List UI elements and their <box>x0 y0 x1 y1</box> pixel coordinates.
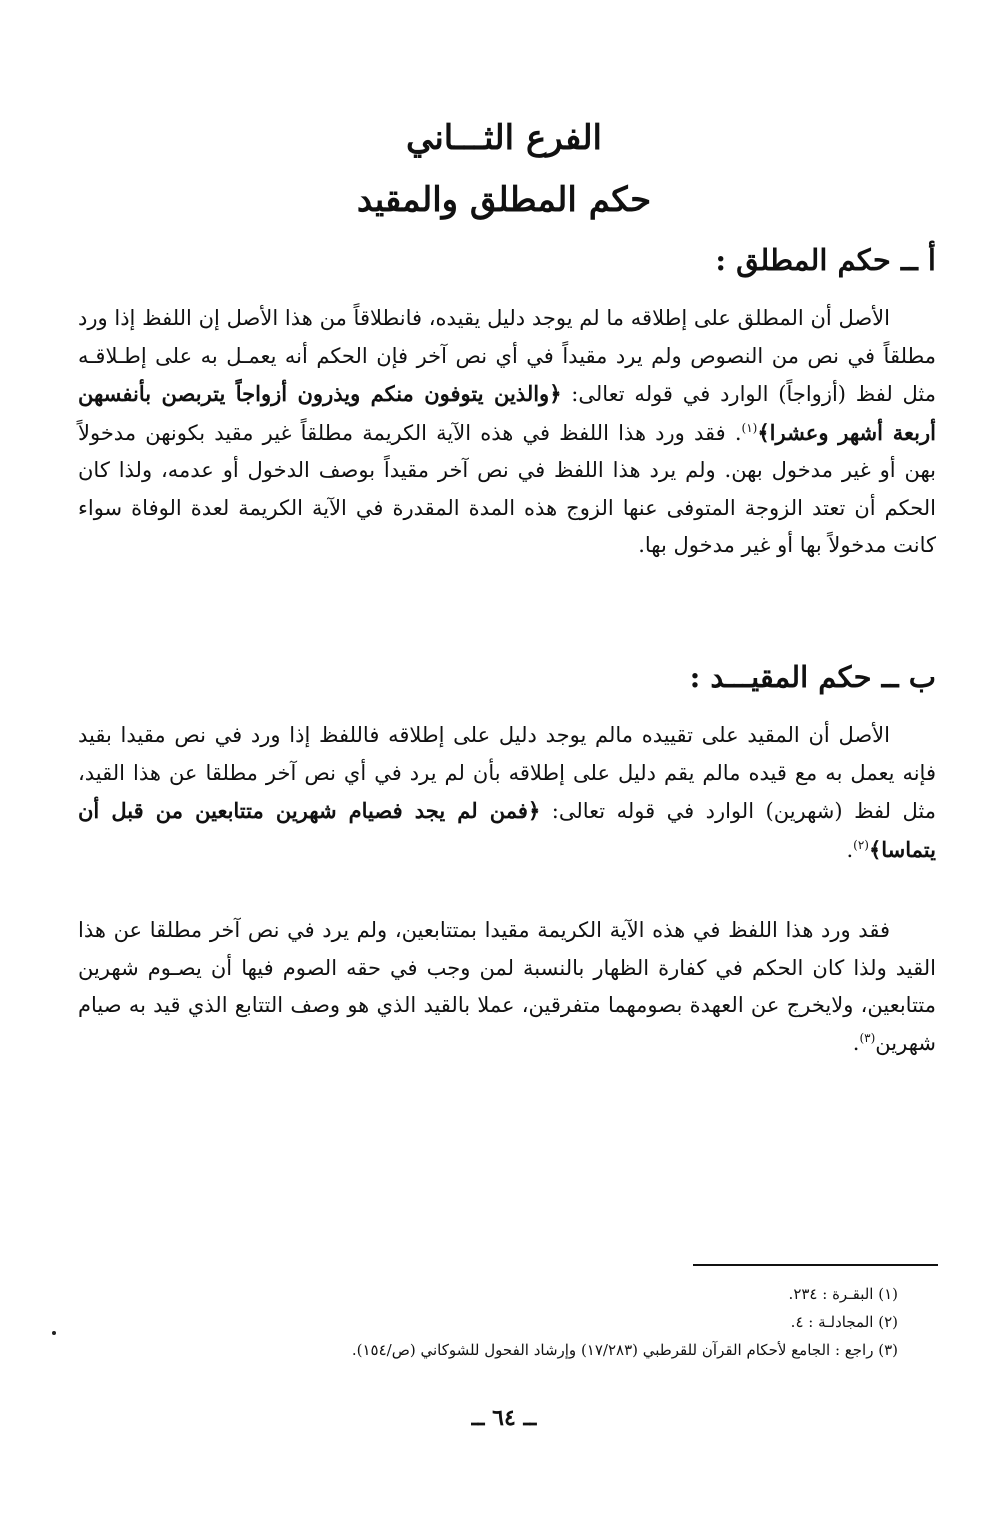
section-a-paragraph <box>78 300 936 565</box>
footnote-ref-1: (١) <box>741 420 758 435</box>
page-number: ــ ٦٤ ــ <box>471 1405 537 1431</box>
section-b-para2-text: فقد ورد هذا اللفظ في هذه الآية الكريمة مقيدا بمتتابعين، ولم يرد في نص آخر مطلقا عن هذا القيد ولذا كان الحكم في كفارة الظهار بالنسبة لمن وجب في حقه الصوم فيها أن يصـوم شهرين متتابعين، ولايخرج عن العهدة بصومهما متفرقين، عملا بالقيد الذي هو وصف التتابع الذي قيد به صيام شهرين <box>78 918 936 1055</box>
section-b-end: . <box>846 837 854 862</box>
chapter-title: الفرع الثـــاني <box>406 118 602 158</box>
section-a-heading: أ ــ حكم المطلق : <box>715 243 936 277</box>
footnote-3: (٣) راجع : الجامع لأحكام القرآن للقرطبي (١٧/٢٨٣) وإرشاد الفحول للشوكاني (ص/١٥٤). <box>351 1341 898 1359</box>
footnotes-list <box>352 1280 898 1364</box>
section-b-paragraph-2 <box>78 912 936 1062</box>
section-b-intro: الأصل أن المقيد على تقييده مالم يوجد دليل على إطلاقه فاللفظ إذا ورد في نص مقيدا بقيد فإنه يعمل به مع قيده مالم يقم دليل على إطلاقه بأن لم يرد في أي نص آخر مطلقا عن هذا القيد، مثل لفظ (شهرين) الوارد في قوله تعالى: <box>78 723 936 823</box>
chapter-subtitle: حكم المطلق والمقيد <box>356 180 652 220</box>
section-b-paragraph-1 <box>78 717 936 869</box>
section-a-rest: . فقد ورد هذا اللفظ في هذه الآية الكريمة مطلقاً غير مقيد بكونهن مدخولاً بهن أو غير مدخول بهن. ولم يرد هذا اللفظ في نص آخر مقيداً بوصف الدخول أو عدمه، ولذا كان الحكم أن تعتد الزوجة المتوفى عنها الزوج هذه المدة المقدرة في الآية الكريمة لعدة الوفاة سواء كانت مدخولاً بها أو غير مدخول بها. <box>78 420 936 557</box>
section-b-heading: ب ــ حكم المقيـــد : <box>689 660 936 694</box>
footnote-2: (٢) المجادلـة : ٤. <box>790 1313 898 1331</box>
section-a-verse: ﴿والذين يتوفون منكم ويذرون أزواجاً يتربصن بأنفسهن أربعة أشهر وعشرا﴾ <box>78 381 936 445</box>
section-b-verse: ﴿فمن لم يجد فصيام شهرين متتابعين من قبل أن يتماسا﴾ <box>78 798 936 862</box>
footnote-divider <box>693 1264 938 1266</box>
footnote-1: (١) البقـرة : ٢٣٤. <box>788 1285 898 1303</box>
footnote-ref-2: (٢) <box>853 837 869 852</box>
footnote-ref-3: (٣) <box>859 1030 876 1045</box>
section-b-para2-end: . <box>852 1030 860 1055</box>
section-a-intro: الأصل أن المطلق على إطلاقه ما لم يوجد دليل يقيده، فانطلاقاً من هذا الأصل إن اللفظ إذا ورد مطلقاً في نص من النصوص ولم يرد مقيداً في أي نص آخر فإن الحكم أنه يعمـل به على إطـلاقـه مثل لفظ (أزواجاً) الوارد في قوله تعالى: <box>78 306 936 406</box>
scan-speck <box>52 1331 56 1335</box>
